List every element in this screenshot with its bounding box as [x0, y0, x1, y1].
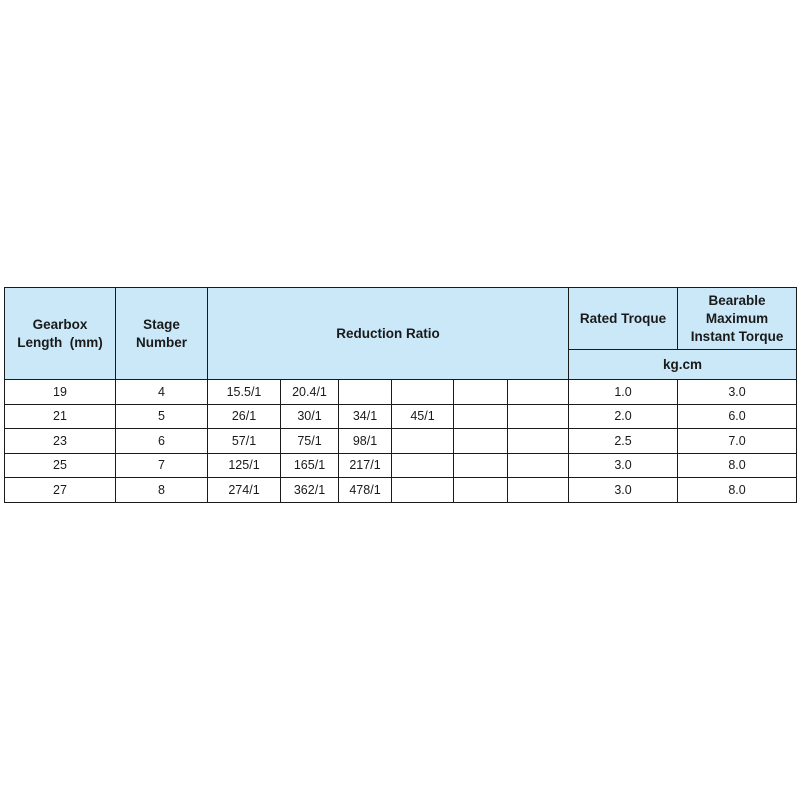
header-reduction-ratio	[208, 288, 569, 380]
cell-length: 23	[5, 429, 116, 454]
cell-rated-torque: 3.0	[569, 453, 678, 478]
cell-stage: 6	[116, 429, 208, 454]
cell-ratio	[508, 404, 569, 429]
cell-max-torque: 8.0	[678, 478, 797, 503]
table-row	[5, 429, 797, 454]
header-max-instant-torque-line-1: Bearable	[708, 292, 766, 308]
header-gearbox-length	[5, 288, 116, 380]
cell-max-torque: 7.0	[678, 429, 797, 454]
cell-ratio: 45/1	[392, 404, 454, 429]
cell-ratio: 57/1	[208, 429, 281, 454]
table-row	[5, 478, 797, 503]
cell-ratio	[392, 478, 454, 503]
torque-unit-label: kg.cm	[663, 356, 703, 372]
table-row	[5, 404, 797, 429]
cell-length: 25	[5, 453, 116, 478]
header-rated-torque-label: Rated Troque	[579, 310, 667, 326]
header-stage-number-line-2: Number	[135, 334, 187, 350]
cell-length: 21	[5, 404, 116, 429]
cell-ratio: 20.4/1	[281, 380, 339, 405]
cell-ratio	[392, 380, 454, 405]
cell-ratio: 98/1	[339, 429, 392, 454]
header-row	[5, 288, 797, 350]
cell-max-torque: 6.0	[678, 404, 797, 429]
cell-ratio	[508, 429, 569, 454]
table-row	[5, 453, 797, 478]
gearbox-spec-table	[4, 287, 797, 503]
cell-ratio	[508, 380, 569, 405]
cell-ratio	[508, 453, 569, 478]
cell-ratio	[454, 453, 508, 478]
cell-ratio	[508, 478, 569, 503]
header-torque-unit	[569, 350, 797, 380]
header-max-instant-torque	[678, 288, 797, 350]
cell-ratio	[454, 478, 508, 503]
cell-ratio: 125/1	[208, 453, 281, 478]
cell-max-torque: 3.0	[678, 380, 797, 405]
cell-ratio: 15.5/1	[208, 380, 281, 405]
header-gearbox-length-line-2: Length (mm)	[17, 334, 103, 350]
cell-ratio: 30/1	[281, 404, 339, 429]
header-max-instant-torque-line-2: Maximum	[705, 310, 769, 326]
cell-max-torque: 8.0	[678, 453, 797, 478]
header-max-instant-torque-line-3: Instant Torque	[690, 328, 784, 344]
cell-ratio: 217/1	[339, 453, 392, 478]
header-stage-number	[116, 288, 208, 380]
cell-stage: 4	[116, 380, 208, 405]
cell-rated-torque: 2.0	[569, 404, 678, 429]
cell-stage: 5	[116, 404, 208, 429]
cell-ratio: 362/1	[281, 478, 339, 503]
cell-rated-torque: 3.0	[569, 478, 678, 503]
header-rated-torque	[569, 288, 678, 350]
cell-ratio	[392, 453, 454, 478]
cell-ratio	[392, 429, 454, 454]
cell-rated-torque: 2.5	[569, 429, 678, 454]
cell-ratio	[454, 380, 508, 405]
cell-ratio: 274/1	[208, 478, 281, 503]
cell-ratio	[454, 429, 508, 454]
cell-ratio: 75/1	[281, 429, 339, 454]
cell-ratio: 165/1	[281, 453, 339, 478]
cell-rated-torque: 1.0	[569, 380, 678, 405]
cell-ratio	[339, 380, 392, 405]
table-row	[5, 380, 797, 405]
cell-stage: 8	[116, 478, 208, 503]
cell-length: 19	[5, 380, 116, 405]
cell-length: 27	[5, 478, 116, 503]
header-reduction-ratio-label: Reduction Ratio	[336, 325, 440, 341]
header-gearbox-length-line-1: Gearbox	[32, 316, 88, 332]
cell-ratio	[454, 404, 508, 429]
cell-stage: 7	[116, 453, 208, 478]
cell-ratio: 26/1	[208, 404, 281, 429]
cell-ratio: 34/1	[339, 404, 392, 429]
header-stage-number-line-1: Stage	[143, 316, 180, 332]
cell-ratio: 478/1	[339, 478, 392, 503]
